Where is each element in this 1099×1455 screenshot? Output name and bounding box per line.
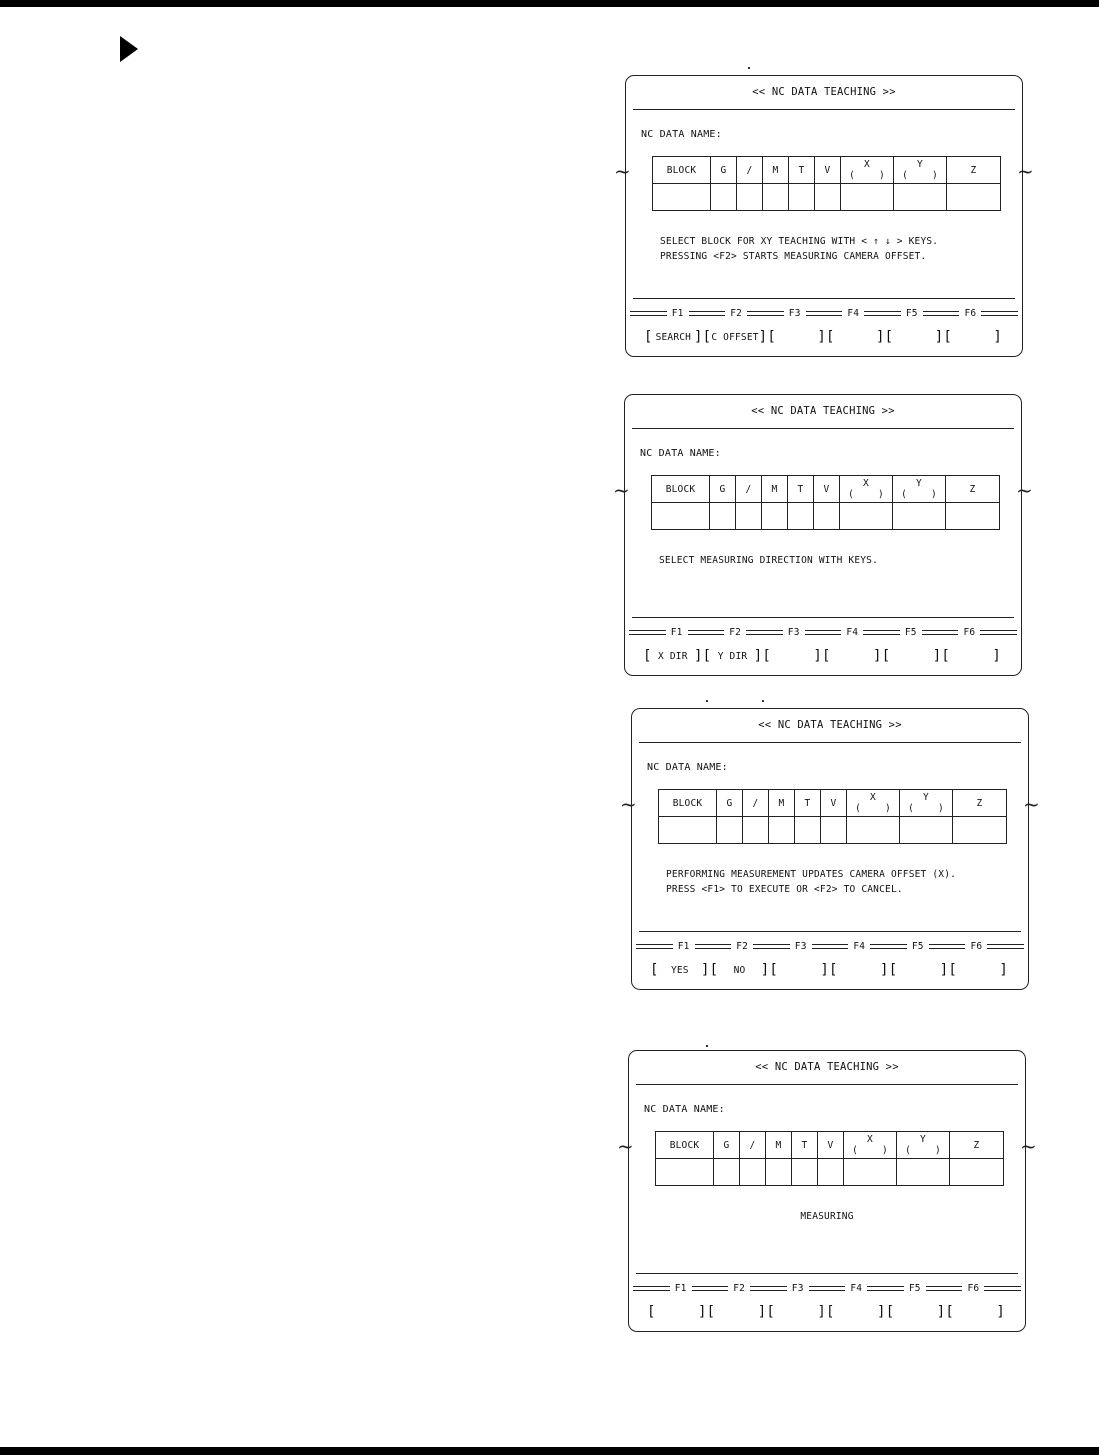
nc-data-table [658,789,1007,844]
col-t: T [792,1132,818,1159]
softkey-f1[interactable] [644,330,703,344]
col-z: Z [946,476,1000,503]
fkey-rule [746,630,783,635]
table-row [653,184,1001,211]
tear-mark-right: ~ [1020,1134,1037,1158]
col-z: Z [953,790,1007,817]
prompt-line: PRESS <F1> TO EXECUTE OR <F2> TO CANCEL. [666,884,903,895]
table-header-row [656,1132,1004,1159]
cell-g[interactable] [710,503,736,530]
col-y [900,790,953,817]
bracket-open: [ [762,648,771,664]
bracket-close: ] [880,962,889,978]
fkey-label-6: F6 [967,1282,980,1294]
col-g: G [717,790,743,817]
bracket-close: ] [932,648,942,664]
col-block: BLOCK [652,476,710,503]
fkey-rule [926,1286,963,1291]
cell-v[interactable] [814,503,840,530]
screen-title: << NC DATA TEACHING >> [758,719,902,731]
fkey-label-2: F2 [736,940,749,952]
softkey-f4[interactable] [822,649,882,663]
cell-m[interactable] [766,1159,792,1186]
bracket-close: ] [758,329,768,345]
fkey-label-3: F3 [788,307,801,319]
table-row [656,1159,1004,1186]
bracket-open: [ [826,1304,835,1320]
col-v: V [818,1132,844,1159]
fkey-rule [864,311,901,316]
scan-speck [706,1045,708,1047]
softkey-label: NO [733,964,746,976]
cell-slash[interactable] [736,503,762,530]
screen-title: << NC DATA TEACHING >> [755,1061,899,1073]
softkey-label: YES [670,964,689,976]
softkey-label: X DIR [658,650,688,662]
tear-mark-left: ~ [617,1134,634,1158]
cell-x[interactable] [840,503,893,530]
softkey-f2[interactable] [703,649,763,663]
screen-title: << NC DATA TEACHING >> [752,86,896,98]
softkey-row [647,1305,1005,1319]
cell-slash[interactable] [743,817,769,844]
screen-nc-teaching-confirm-measure [620,708,1040,990]
title-divider [632,428,1014,429]
bracket-close: ] [993,329,1002,345]
prompt-line: PRESSING <F2> STARTS MEASURING CAMERA OFFSET. [660,251,927,262]
softkey-f1[interactable] [647,1305,707,1319]
fkey-rule [812,944,849,949]
cell-g[interactable] [711,184,737,211]
cell-y[interactable] [900,817,953,844]
title-divider [639,742,1021,743]
fkey-rule [981,311,1018,316]
bracket-open: [ [822,648,831,664]
fkey-rule [984,1286,1021,1291]
function-key-row [628,1282,1026,1294]
bracket-close: ] [877,1304,886,1320]
bracket-open: [ [943,329,952,345]
bracket-close: ] [757,1304,767,1320]
nc-data-name-label: NC DATA NAME: [640,448,721,459]
title-divider [633,109,1015,110]
cell-z[interactable] [946,503,1000,530]
col-block: BLOCK [656,1132,714,1159]
tear-mark-left: ~ [614,159,631,183]
col-y-unit: ( ) [908,803,944,814]
fkey-label-4: F4 [850,1282,863,1294]
col-x-unit: ( ) [852,1145,888,1156]
softkey-f6[interactable] [943,330,1002,344]
bullet-arrow-icon [120,36,138,62]
bracket-close: ] [817,329,826,345]
col-g: G [711,157,737,184]
fkey-rule [633,1286,670,1291]
cell-v[interactable] [818,1159,844,1186]
tear-mark-right: ~ [1023,792,1040,816]
cell-y[interactable] [897,1159,950,1186]
fkey-label-2: F2 [729,626,742,638]
col-m: M [762,476,788,503]
bracket-close: ] [694,648,703,664]
cell-z[interactable] [950,1159,1004,1186]
bracket-close: ] [936,1304,946,1320]
fkey-label-2: F2 [733,1282,746,1294]
screen-title: << NC DATA TEACHING >> [751,405,895,417]
function-divider [636,1273,1018,1274]
function-divider [632,617,1014,618]
col-t: T [795,790,821,817]
prompt-line: MEASURING [800,1211,854,1222]
col-x [840,476,893,503]
fkey-label-5: F5 [908,1282,921,1294]
col-v: V [815,157,841,184]
bracket-close: ] [999,962,1009,978]
fkey-label-3: F3 [787,626,800,638]
softkey-f5[interactable] [889,963,949,977]
cell-t[interactable] [795,817,821,844]
fkey-rule [747,311,784,316]
softkey-f1[interactable] [650,963,710,977]
bracket-open: [ [643,648,652,664]
softkey-row [650,963,1008,977]
softkey-f6[interactable] [941,649,1001,663]
fkey-rule [987,944,1024,949]
nc-data-table [651,475,1000,530]
cell-slash[interactable] [737,184,763,211]
bracket-close: ] [753,648,763,664]
col-v: V [821,790,847,817]
fkey-label-1: F1 [670,626,683,638]
col-slash: / [736,476,762,503]
softkey-row [643,649,1001,663]
prompt-message [666,867,956,897]
cell-g[interactable] [714,1159,740,1186]
cell-m[interactable] [769,817,795,844]
cell-slash[interactable] [740,1159,766,1186]
bracket-close: ] [694,329,703,345]
fkey-rule [980,630,1017,635]
softkey-f5[interactable] [886,1305,946,1319]
col-y-label: Y [923,792,929,803]
prompt-line: PERFORMING MEASUREMENT UPDATES CAMERA OFFSET (X). [666,869,957,880]
col-x-label: X [864,159,870,170]
softkey-f4[interactable] [829,963,889,977]
cell-g[interactable] [717,817,743,844]
col-y [894,157,947,184]
scan-speck [706,700,708,702]
bracket-close: ] [996,1304,1006,1320]
bracket-close: ] [698,1304,707,1320]
col-t: T [789,157,815,184]
fkey-label-3: F3 [791,1282,804,1294]
col-t: T [788,476,814,503]
cell-block[interactable] [656,1159,714,1186]
cell-z[interactable] [953,817,1007,844]
cell-block[interactable] [653,184,711,211]
bracket-open: [ [945,1304,954,1320]
nc-data-table [652,156,1001,211]
fkey-rule [688,630,725,635]
fkey-rule [809,1286,846,1291]
fkey-label-6: F6 [963,626,976,638]
prompt-message [629,1209,1025,1224]
softkey-label: SEARCH [655,331,692,343]
col-x-label: X [867,1134,873,1145]
fkey-label-1: F1 [677,940,690,952]
col-x [847,790,900,817]
fkey-rule [863,630,900,635]
col-x-unit: ( ) [848,489,884,500]
bracket-open: [ [702,648,712,664]
fkey-rule [923,311,960,316]
col-m: M [763,157,789,184]
fkey-label-4: F4 [846,626,859,638]
col-y-unit: ( ) [901,489,937,500]
bracket-close: ] [760,962,770,978]
fkey-rule [636,944,673,949]
tear-mark-left: ~ [620,792,637,816]
cell-block[interactable] [659,817,717,844]
col-slash: / [740,1132,766,1159]
nc-data-name-label: NC DATA NAME: [641,129,722,140]
prompt-message [660,234,938,264]
bracket-open: [ [644,329,653,345]
col-m: M [769,790,795,817]
col-y-unit: ( ) [902,170,938,181]
bracket-open: [ [650,962,659,978]
softkey-f2[interactable] [703,330,768,344]
bracket-open: [ [702,329,712,345]
col-y [893,476,946,503]
fkey-rule [867,1286,904,1291]
col-g: G [714,1132,740,1159]
fkey-label-3: F3 [794,940,807,952]
col-y [897,1132,950,1159]
fkey-label-4: F4 [853,940,866,952]
col-m: M [766,1132,792,1159]
col-y-label: Y [916,478,922,489]
softkey-f4[interactable] [826,1305,886,1319]
cell-block[interactable] [652,503,710,530]
fkey-label-6: F6 [964,307,977,319]
cell-t[interactable] [788,503,814,530]
cell-x[interactable] [847,817,900,844]
bracket-close: ] [820,962,830,978]
table-header-row [659,790,1007,817]
bracket-open: [ [948,962,957,978]
scan-speck [748,67,750,69]
col-v: V [814,476,840,503]
fkey-rule [750,1286,787,1291]
bracket-close: ] [876,329,885,345]
bracket-open: [ [881,648,891,664]
col-z: Z [950,1132,1004,1159]
col-x-unit: ( ) [849,170,885,181]
fkey-rule [806,311,843,316]
bracket-close: ] [939,962,949,978]
fkey-label-5: F5 [905,307,918,319]
fkey-rule [689,311,726,316]
softkey-f5[interactable] [885,330,944,344]
col-block: BLOCK [659,790,717,817]
bracket-open: [ [709,962,719,978]
cell-z[interactable] [947,184,1001,211]
fkey-rule [695,944,732,949]
bracket-close: ] [817,1304,827,1320]
tear-mark-right: ~ [1017,159,1034,183]
bracket-open: [ [706,1304,716,1320]
fkey-label-5: F5 [904,626,917,638]
fkey-rule [929,944,966,949]
function-key-row [625,307,1023,319]
bracket-open: [ [885,1304,895,1320]
softkey-f1[interactable] [643,649,703,663]
bracket-close: ] [701,962,710,978]
fkey-label-1: F1 [674,1282,687,1294]
cell-y[interactable] [893,503,946,530]
col-x [844,1132,897,1159]
cell-v[interactable] [815,184,841,211]
table-header-row [652,476,1000,503]
bracket-open: [ [884,329,894,345]
cell-m[interactable] [763,184,789,211]
bracket-close: ] [934,329,944,345]
fkey-rule [753,944,790,949]
col-block: BLOCK [653,157,711,184]
nc-data-name-label: NC DATA NAME: [647,762,728,773]
bracket-open: [ [766,1304,775,1320]
cell-m[interactable] [762,503,788,530]
fkey-label-2: F2 [730,307,743,319]
col-g: G [710,476,736,503]
softkey-f2[interactable] [710,963,770,977]
fkey-rule [629,630,666,635]
fkey-rule [870,944,907,949]
tear-mark-left: ~ [613,478,630,502]
bottom-rule [0,1447,1099,1455]
prompt-message [659,553,878,568]
cell-t[interactable] [792,1159,818,1186]
screen-nc-teaching-select-block [614,75,1034,357]
prompt-line: SELECT BLOCK FOR XY TEACHING WITH < ↑ ↓ > KEYS. [660,236,939,247]
fkey-label-5: F5 [911,940,924,952]
bracket-open: [ [767,329,776,345]
title-divider [636,1084,1018,1085]
cell-t[interactable] [789,184,815,211]
nc-data-name-label: NC DATA NAME: [644,1104,725,1115]
table-header-row [653,157,1001,184]
fkey-rule [630,311,667,316]
softkey-f2[interactable] [707,1305,767,1319]
bracket-open: [ [941,648,950,664]
fkey-rule [692,1286,729,1291]
softkey-f3[interactable] [769,963,829,977]
softkey-f6[interactable] [948,963,1008,977]
bracket-open: [ [829,962,838,978]
col-slash: / [737,157,763,184]
fkey-label-1: F1 [671,307,684,319]
screen-nc-teaching-measuring [617,1050,1037,1332]
softkey-f4[interactable] [826,330,885,344]
softkey-f6[interactable] [945,1305,1005,1319]
bracket-open: [ [825,329,835,345]
fkey-rule [922,630,959,635]
softkey-f3[interactable] [762,649,822,663]
function-key-row [624,626,1022,638]
cell-v[interactable] [821,817,847,844]
fkey-label-6: F6 [970,940,983,952]
screen-nc-teaching-select-direction [613,394,1033,676]
bracket-close: ] [813,648,823,664]
softkey-row [644,330,1002,344]
nc-data-table [655,1131,1004,1186]
bracket-open: [ [888,962,898,978]
tear-mark-right: ~ [1016,478,1033,502]
bracket-open: [ [769,962,778,978]
prompt-line: SELECT MEASURING DIRECTION WITH KEYS. [659,555,879,566]
softkey-label: Y DIR [717,650,748,662]
table-row [659,817,1007,844]
col-x-label: X [870,792,876,803]
fkey-label-4: F4 [847,307,860,319]
col-x-label: X [863,478,869,489]
softkey-f5[interactable] [882,649,942,663]
function-key-row [631,940,1029,952]
col-y-label: Y [917,159,923,170]
softkey-f3[interactable] [767,330,826,344]
softkey-label: C OFFSET [711,331,759,343]
col-y-label: Y [920,1134,926,1145]
bracket-close: ] [992,648,1002,664]
cell-x[interactable] [841,184,894,211]
bracket-open: [ [647,1304,656,1320]
col-y-unit: ( ) [905,1145,941,1156]
function-divider [633,298,1015,299]
scan-speck [762,700,764,702]
bracket-close: ] [873,648,882,664]
cell-y[interactable] [894,184,947,211]
col-z: Z [947,157,1001,184]
cell-x[interactable] [844,1159,897,1186]
col-x [841,157,894,184]
top-rule [0,0,1099,7]
fkey-rule [805,630,842,635]
col-x-unit: ( ) [855,803,891,814]
function-divider [639,931,1021,932]
col-slash: / [743,790,769,817]
table-row [652,503,1000,530]
softkey-f3[interactable] [766,1305,826,1319]
